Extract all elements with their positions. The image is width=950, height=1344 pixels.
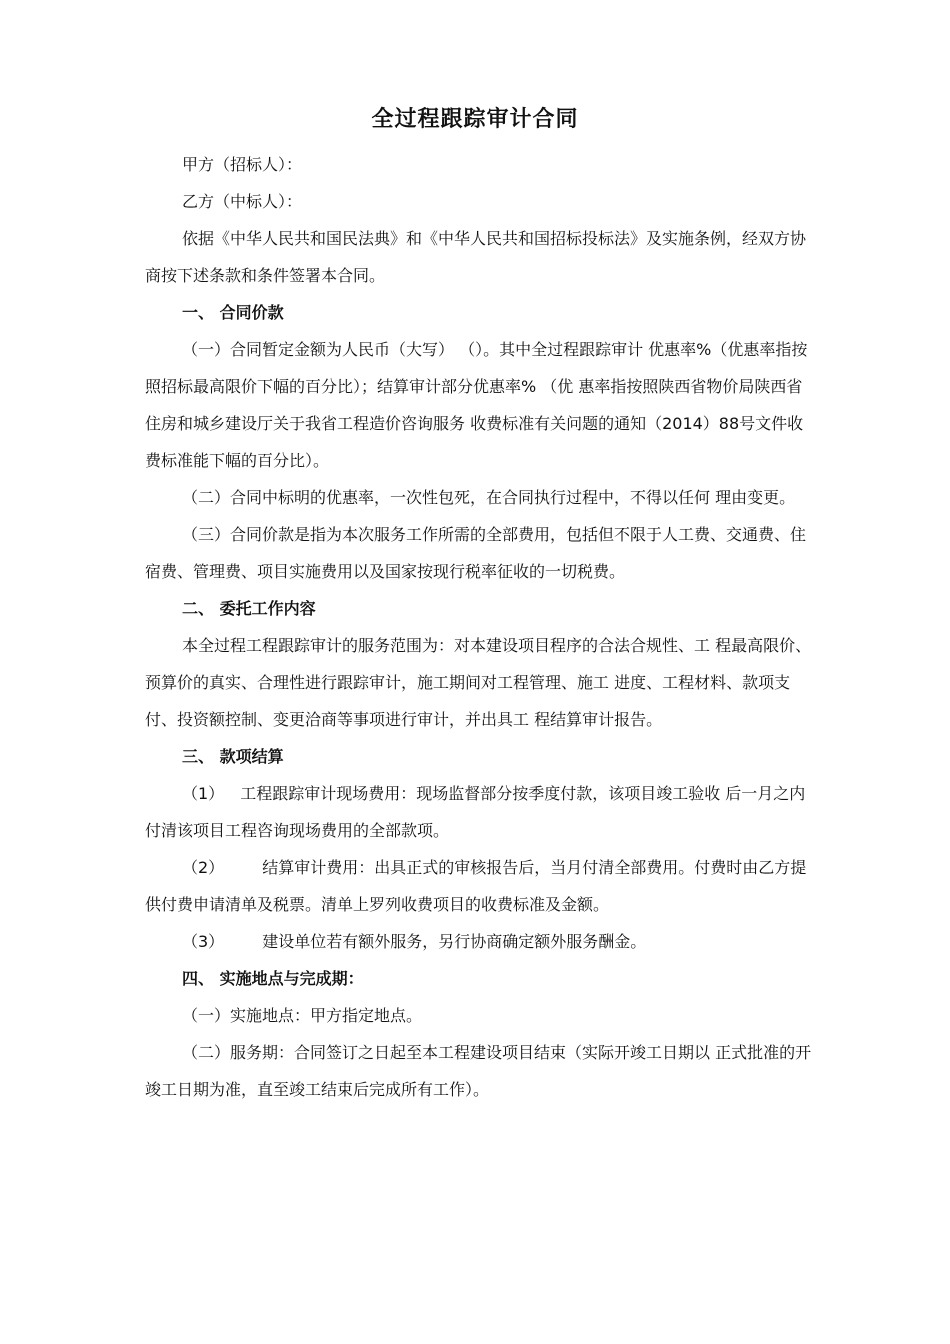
section-3-item-1-number: （1） [182, 784, 225, 803]
section-3-item-1-text: 工程跟踪审计现场费用：现场监督部分按季度付款，该项目竣工验收 后一月之内付清该项目工程咨询现场费用的全部款项。 [145, 784, 806, 840]
document-body [145, 146, 815, 1108]
section-3-item-3-number: （3） [182, 932, 225, 951]
section-1-heading: 一、 合同价款 [182, 303, 284, 322]
section-3-paragraph-1 [145, 775, 815, 849]
section-4-paragraph-1: （一）实施地点：甲方指定地点。 [182, 1006, 423, 1025]
section-3-item-3-text: 建设单位若有额外服务，另行协商确定额外服务酬金。 [262, 932, 647, 951]
section-3-paragraph-2 [145, 849, 815, 923]
section-3-item-2-text: 结算审计费用：出具正式的审核报告后，当月付清全部费用。付费时由乙方提供付费申请清单及税票。清单上罗列收费项目的收费标准及金额。 [145, 858, 807, 914]
section-4-paragraph-2: （二）服务期：合同签订之日起至本工程建设项目结束（实际开竣工日期以 正式批准的开竣工日期为准，直至竣工结束后完成所有工作）。 [145, 1043, 812, 1099]
intro-paragraph: 依据《中华人民共和国民法典》和《中华人民共和国招标投标法》及实施条例，经双方协商按下述条款和条件签署本合同。 [145, 229, 807, 285]
section-3-heading: 三、 款项结算 [182, 747, 284, 766]
section-1-paragraph-1: （一）合同暂定金额为人民币（大写） （）。其中全过程跟踪审计 优惠率%（优惠率指按照招标最高限价下幅的百分比）；结算审计部分优惠率% （优 惠率指按照陕西省物价局陕西省住房和城乡建设厅关于我省工程造价咨询服务 收费标准有关问题的通知（2014）88号文件收费标准能下幅的百分比）。 [145, 340, 808, 470]
section-1-paragraph-3: （三）合同价款是指为本次服务工作所需的全部费用，包括但不限于人工费、交通费、住宿费、管理费、项目实施费用以及国家按现行税率征收的一切税费。 [145, 525, 807, 581]
section-3-item-2-number: （2） [182, 858, 225, 877]
section-4-heading: 四、 实施地点与完成期： [182, 969, 364, 988]
party-b-line: 乙方（中标人）： [182, 192, 303, 211]
section-2-heading: 二、 委托工作内容 [182, 599, 316, 618]
section-2-paragraph-1: 本全过程工程跟踪审计的服务范围为：对本建设项目程序的合法合规性、工 程最高限价、预算价的真实、合理性进行跟踪审计，施工期间对工程管理、施工 进度、工程材料、款项支付、投资额控制、变更洽商等事项进行审计，并出具工 程结算审计报告。 [145, 636, 812, 729]
section-1-paragraph-2: （二）合同中标明的优惠率，一次性包死，在合同执行过程中，不得以任何 理由变更。 [182, 488, 796, 507]
section-3-paragraph-3 [145, 923, 815, 960]
party-a-line: 甲方（招标人）： [182, 155, 303, 174]
document-title: 全过程跟踪审计合同 [371, 107, 579, 132]
